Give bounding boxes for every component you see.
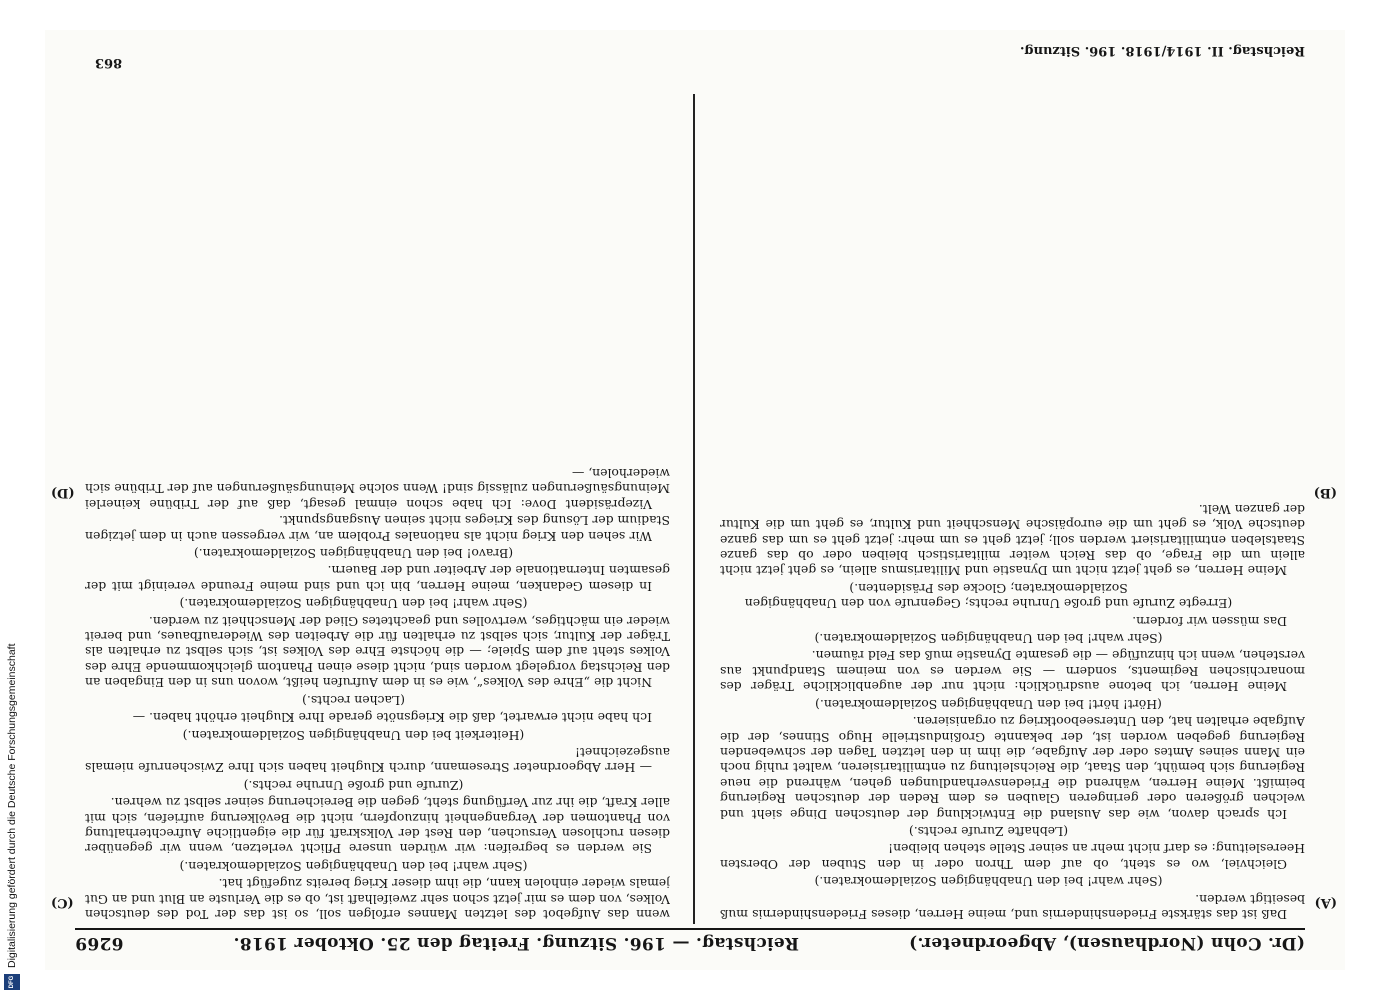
paragraph: Ich sprach davon, wie das Ausland die Entwicklung der deutschen Dinge sieht und welchen größeren oder geringeren Glauben es dem Reden der deutschen Regierung beimißt. Meine Herren, während die Friedensverhandlungen gehen, während die neue Regierung sich bemüht, den Staat, die Reichsleitung zu entmilitarisieren, waltet ruhig noch ein Mann seines Amtes oder der Aufgabe, die ihm in den letzten Tagen der schwebenden Regierung gegeben worden ist, der bekannte Großindustrielle Hugo Stinnes, der die Aufgabe erhalten hat, den Unterseebootkrieg zu organisieren.: [720, 714, 1305, 822]
page-header: [75, 928, 1305, 956]
interjection: (Heiterkeit bei den Unabhängigen Sozialdemokraten.): [182, 727, 525, 743]
paragraph: Nicht die „Ehre des Volkes“, wie es in dem Aufrufen heißt, wovon uns in den Eingaben an den Reichstag vorgelegt worden sind, nicht diese einen Phantom gleichkommende Ehre des Volkes steht auf dem Spiele; — die höchste Ehre des Volkes ist, sich selbst zu erhalten als Träger der Kultur, sich selbst zu erhalten für die Arbeiten des Wiederaufbaues, und bereit wieder ein mächtiges, wertvolles und geachtetes Glied der Menschheit zu werden.: [85, 613, 670, 691]
paragraph: Daß ist das stärkste Friedenshindernis und, meine Herren, dieses Friedenshindernis muß beseitigt werden.: [720, 891, 1305, 922]
credit-strip: [3, 0, 19, 1000]
page-title: Reichstag. — 196. Sitzung. Freitag den 25. Oktober 1918.: [233, 933, 800, 953]
margin-mark-c: (C): [51, 895, 74, 910]
interjection: (Sehr wahr! bei den Unabhängigen Sozialdemokraten.): [179, 858, 528, 874]
interjection: (Lachen rechts.): [302, 692, 405, 708]
footer-source: Reichstag. II. 1914/1918. 196. Sitzung.: [1019, 43, 1305, 58]
paragraph: wenn das Aufgebot des letzten Mannes erfolgen soll, so ist das der Tod des deutschen Volkes, von dem es mir jetzt schon sehr zweifelhaft ist, ob es die Verluste an Blut und an Gut jemals wieder einholen kann, die ihm dieser Krieg bereits zugefügt hat.: [85, 876, 670, 922]
paragraph: Das müssen wir fordern.: [1132, 613, 1287, 629]
interjection: (Sehr wahr! bei den Unabhängigen Sozialdemokraten.): [179, 596, 528, 612]
paragraph: Ich habe nicht erwartet, daß die Kriegsnöte gerade Ihre Klugheit erhöht haben. —: [132, 710, 652, 726]
interjection: (Zurufe und große Unruhe rechts.): [243, 777, 464, 793]
paragraph: Gleichviel, wo es steht, ob auf dem Thron oder in den Stuben der Obersten Heeresleitung: es darf nicht mehr an seiner Stelle stehen bleiben!: [720, 841, 1305, 872]
interjection: (Sehr wahr! bei den Unabhängigen Sozialdemokraten.): [814, 874, 1163, 890]
paragraph: In diesem Gedanken, meine Herren, bin ich und sind meine Freunde vereinigt mit der gesamten Internationale der Arbeiter und der Bauern.: [85, 563, 670, 594]
paragraph: Wir sehen den Krieg nicht als nationales Problem an, wir vergessen auch in dem jetzigen Stadium der Lösung des Krieges nicht seinen Ausgangspunkt.: [85, 513, 670, 544]
document-page: [45, 30, 1345, 970]
interjection: (Hört! hört! bei den Unabhängigen Sozialdemokraten.): [815, 696, 1162, 712]
interjection: (Bravo! bei den Unabhängigen Sozialdemokraten.): [193, 546, 514, 562]
interjection: (Lebhafte Zurufe rechts.): [908, 823, 1069, 839]
dfg-logo: DFG: [4, 974, 20, 990]
running-speaker: (Dr. Cohn (Nordhausen), Abgeordneter.): [908, 933, 1305, 953]
credit-label: Digitalisierung gefördert durch die Deutsche Forschungsgemeinschaft: [6, 643, 18, 968]
footer-page-number: 863: [95, 55, 123, 70]
margin-mark-d: (D): [51, 485, 75, 500]
page-number: 6269: [75, 933, 124, 953]
interjection: (Erregte Zurufe und große Unruhe rechts; Gegenrufe von den Unabhängigen Sozialdemokraten; Glocke des Präsidenten.): [744, 580, 1233, 612]
left-column: [720, 62, 1305, 922]
margin-mark-b: (B): [1313, 485, 1337, 500]
interjection: (Sehr wahr! bei den Unabhängigen Sozialdemokraten.): [814, 631, 1163, 647]
credit-text: [4, 0, 20, 990]
column-divider: [693, 94, 695, 924]
paragraph: Sie werden es begreifen: wir würden unsere Pflicht verletzen, wenn wir gegenüber diesen ruchlosen Versuchen, den Rest der Volkskraft für die eigentliche Aufrechterhaltung von Phantomen der Vergangenheit hinzuopfern, nicht die Bevölkerung aufriefen, sich mit aller Kraft, die ihr zur Verfügung steht, gegen die Bereicherung seiner selbst zu wehren.: [85, 795, 670, 857]
paragraph: — Herr Abgeordneter Stresemann, durch Klugheit haben sich Ihre Zwischenrufe niemals ausgezeichnet!: [85, 744, 670, 776]
paragraph: Meine Herren, ich betone ausdrücklich: nicht nur der augenblickliche Träger des monarchischen Regiments, sondern — Sie werden es von meinem Standpunkt aus verstehen, wenn ich hinzufüge — die gesamte Dynastie muß das Feld räumen.: [720, 648, 1305, 695]
margin-mark-a: (A): [1314, 895, 1337, 910]
paragraph: Meine Herren, es geht jetzt nicht um Dynastie und Militarismus allein, es geht jetzt nicht allein um die Frage, ob das Reich weiter militaristisch bleiben oder ob das ganze Staatsleben entmilitarisiert werden soll; jetzt geht es um mehr: jetzt geht es um das ganze deutsche Volk, es geht um die europäische Menschheit und Kultur, es geht um die Kultur der ganzen Welt.: [720, 501, 1305, 579]
right-column: [85, 62, 670, 922]
paragraph: Vizepräsident Dove: Ich habe schon einmal gesagt, daß auf der Tribüne keinerlei Meinungsäußerungen zulässig sind! Wenn solche Meinungsäußerungen auf der Tribüne sich wiederholen, —: [85, 466, 670, 512]
